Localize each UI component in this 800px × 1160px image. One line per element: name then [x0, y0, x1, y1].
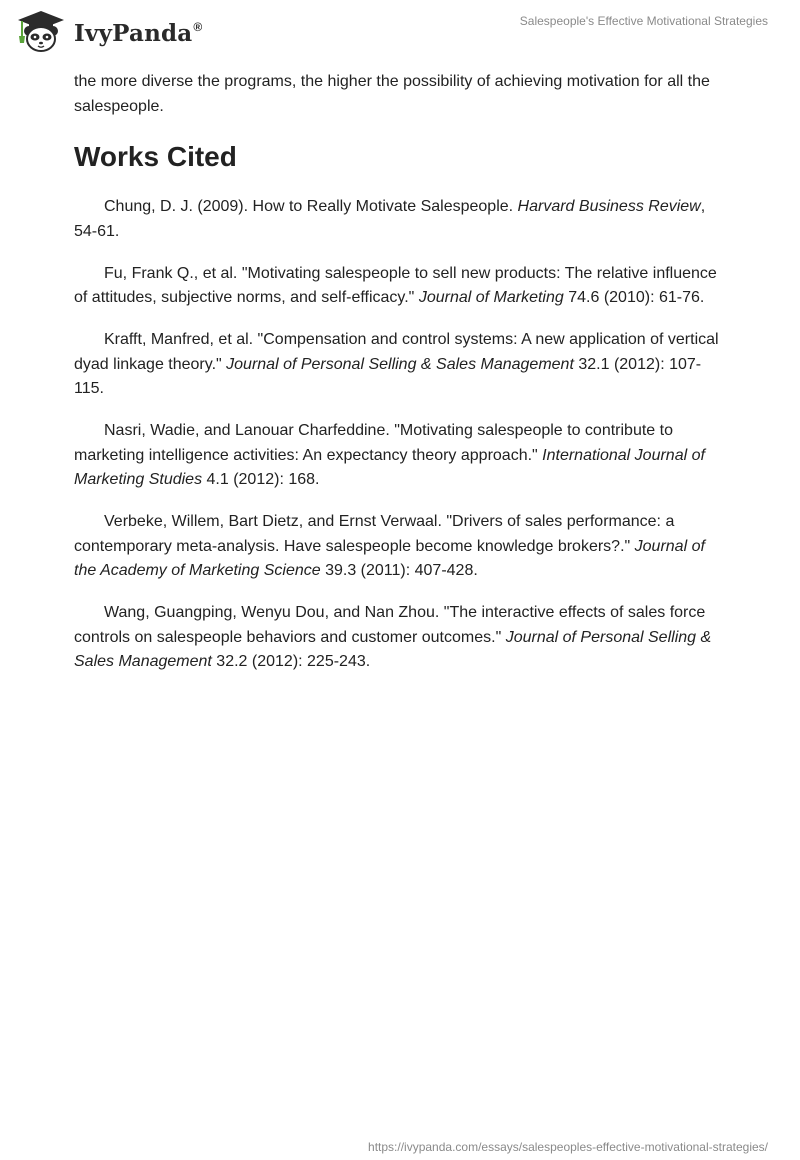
reference-text: Wang, Guangping, Wenyu Dou, and Nan Zhou. "The interactive effects of sales force controls on salespeople behaviors and customer outcomes."	[74, 604, 706, 646]
reference-details: 32.1 (2012): 107-115.	[74, 355, 702, 397]
logo-name: IvyPanda	[74, 19, 193, 47]
reference-item	[74, 419, 724, 493]
reference-item	[74, 601, 724, 675]
registered-mark: ®	[193, 19, 203, 34]
page-content	[74, 70, 724, 692]
works-cited-heading: Works Cited	[74, 141, 237, 172]
reference-item	[74, 510, 724, 584]
source-url[interactable]: https://ivypanda.com/essays/salespeoples-effective-motivational-strategies/	[368, 1140, 768, 1154]
reference-details: 74.6 (2010): 61-76.	[563, 289, 705, 306]
closing-paragraph: the more diverse the programs, the higher the possibility of achieving motivation for all the salespeople.	[74, 73, 710, 115]
reference-source-title: Journal of Personal Selling & Sales Management	[74, 628, 712, 670]
panda-graduate-icon	[14, 9, 68, 53]
reference-details: , 54-61.	[74, 198, 706, 240]
reference-details: 32.2 (2012): 225-243.	[211, 653, 371, 670]
reference-text: Fu, Frank Q., et al. "Motivating salespeople to sell new products: The relative influence of attitudes, subjective norms, and self-efficacy."	[74, 264, 717, 306]
reference-source-title: Journal of Personal Selling & Sales Management	[226, 355, 574, 373]
reference-source-title: Journal of the Academy of Marketing Science	[74, 537, 705, 579]
reference-source-title: International Journal of Marketing Studies	[74, 446, 705, 488]
reference-item	[74, 262, 724, 311]
document-title: Salespeople's Effective Motivational Strategies	[519, 14, 768, 28]
reference-text: Nasri, Wadie, and Lanouar Charfeddine. "Motivating salespeople to contribute to marketing intelligence activities: An expectancy theory approach."	[74, 422, 673, 464]
ivypanda-logo[interactable]	[14, 9, 202, 53]
reference-source-title: Harvard Business Review	[517, 198, 701, 215]
reference-text: Chung, D. J. (2009). How to Really Motivate Salespeople.	[104, 198, 518, 215]
page-header	[0, 0, 800, 60]
reference-source-title: Journal of Marketing	[418, 289, 564, 306]
reference-item	[74, 328, 724, 402]
reference-text: Krafft, Manfred, et al. "Compensation and control systems: A new application of vertical dyad linkage theory."	[74, 331, 719, 373]
reference-details: 39.3 (2011): 407-428.	[320, 562, 478, 579]
reference-text: Verbeke, Willem, Bart Dietz, and Ernst Verwaal. "Drivers of sales performance: a contemporary meta-analysis. Have salespeople become knowledge brokers?."	[74, 513, 675, 555]
logo-wordmark	[74, 20, 202, 47]
reference-item	[74, 195, 724, 244]
reference-details: 4.1 (2012): 168.	[202, 471, 320, 488]
